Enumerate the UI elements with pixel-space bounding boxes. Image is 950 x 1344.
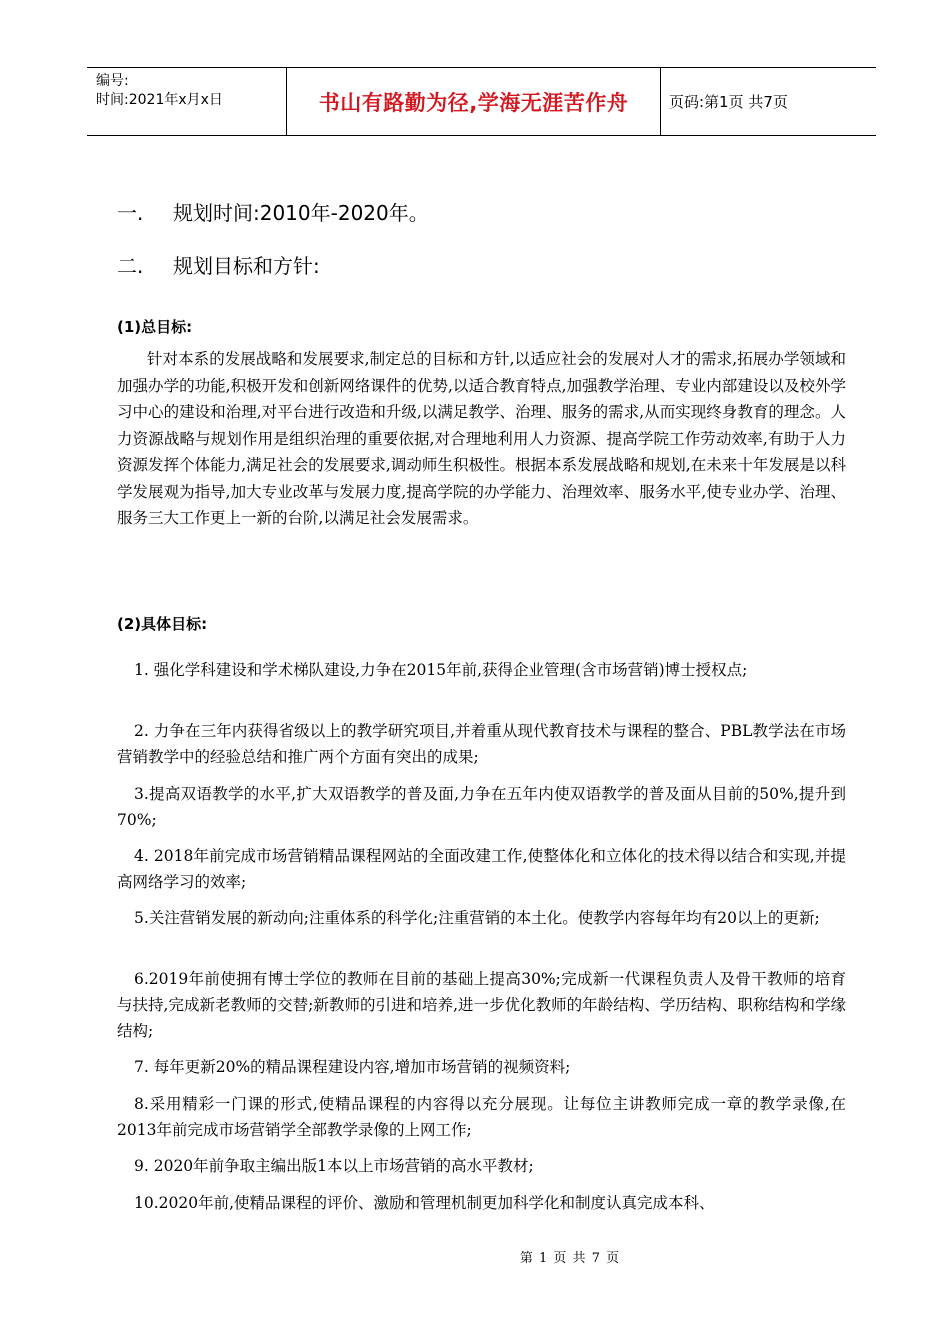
heading-number: 二. — [117, 254, 144, 278]
goal-item: 2. 力争在三年内获得省级以上的教学研究项目,并着重从现代教育技术与课程的整合、PBL教学法在市场营销教学中的经验总结和推广两个方面有突出的成果; — [117, 722, 846, 766]
time-label: 时间:2021年x月x日 — [96, 92, 223, 108]
specific-goals-title: (2)具体目标: — [117, 615, 208, 633]
serial-label: 编号: — [96, 73, 129, 89]
header-meta-cell — [87, 68, 287, 135]
goal-item: 5.关注营销发展的新动向;注重体系的科学化;注重营销的本土化。使教学内容每年均有20以上的更新; — [134, 909, 820, 927]
goal-item: 10.2020年前,使精品课程的评价、激励和管理机制更加科学化和制度认真完成本科、 — [134, 1194, 715, 1212]
goal-item: 6.2019年前使拥有博士学位的教师在目前的基础上提高30%;完成新一代课程负责人及骨干教师的培育与扶持,完成新老教师的交替;新教师的引进和培养,进一步优化教师的年龄结构、学历结构、职称结构和学缘结构; — [117, 970, 846, 1040]
page-header-table — [87, 67, 876, 136]
goal-item: 7. 每年更新20%的精品课程建设内容,增加市场营销的视频资料; — [134, 1058, 571, 1076]
overall-goal-paragraph: 针对本系的发展战略和发展要求,制定总的目标和方针,以适应社会的发展对人才的需求,拓展办学领域和加强办学的功能,积极开发和创新网络课件的优势,以适合教育特点,加强教学治理、专业内部建设以及校外学习中心的建设和治理,对平台进行改造和升级,以满足教学、治理、服务的需求,从而实现终身教育的理念。人力资源战略与规划作用是组织治理的重要依据,对合理地利用人力资源、提高学院工作劳动效率,有助于人力资源发挥个体能力,满足社会的发展要求,调动师生积极性。根据本系发展战略和规划,在未来十年发展是以科学发展观为指导,加大专业改革与发展力度,提高学院的办学能力、治理效率、服务水平,使专业办学、治理、服务三大工作更上一新的台阶,以满足社会发展需求。 — [117, 350, 846, 527]
section-heading-time — [117, 197, 429, 226]
header-motto: 书山有路勤为径,学海无涯苦作舟 — [287, 68, 661, 135]
heading-text: 规划目标和方针: — [173, 254, 320, 278]
section-heading-goals — [117, 250, 320, 279]
header-page-code: 页码:第1页 共7页 — [669, 93, 788, 111]
goal-item: 8.采用精彩一门课的形式,使精品课程的内容得以充分展现。让每位主讲教师完成一章的教学录像,在2013年前完成市场营销学全部教学录像的上网工作; — [117, 1095, 846, 1139]
goal-item: 9. 2020年前争取主编出版1本以上市场营销的高水平教材; — [134, 1157, 534, 1175]
footer-page-number: 第 1 页 共 7 页 — [519, 1251, 621, 1266]
heading-text: 规划时间:2010年-2020年。 — [173, 201, 429, 225]
overall-goal-title: (1)总目标: — [117, 318, 193, 336]
heading-number: 一. — [117, 201, 144, 225]
goal-item: 3.提高双语教学的水平,扩大双语教学的普及面,力争在五年内使双语教学的普及面从目前的50%,提升到70%; — [117, 785, 846, 829]
page-footer — [0, 1247, 950, 1266]
goal-item: 1. 强化学科建设和学术梯队建设,力争在2015年前,获得企业管理(含市场营销)博士授权点; — [134, 661, 748, 679]
goal-item: 4. 2018年前完成市场营销精品课程网站的全面改建工作,使整体化和立体化的技术得以结合和实现,并提高网络学习的效率; — [117, 847, 846, 891]
